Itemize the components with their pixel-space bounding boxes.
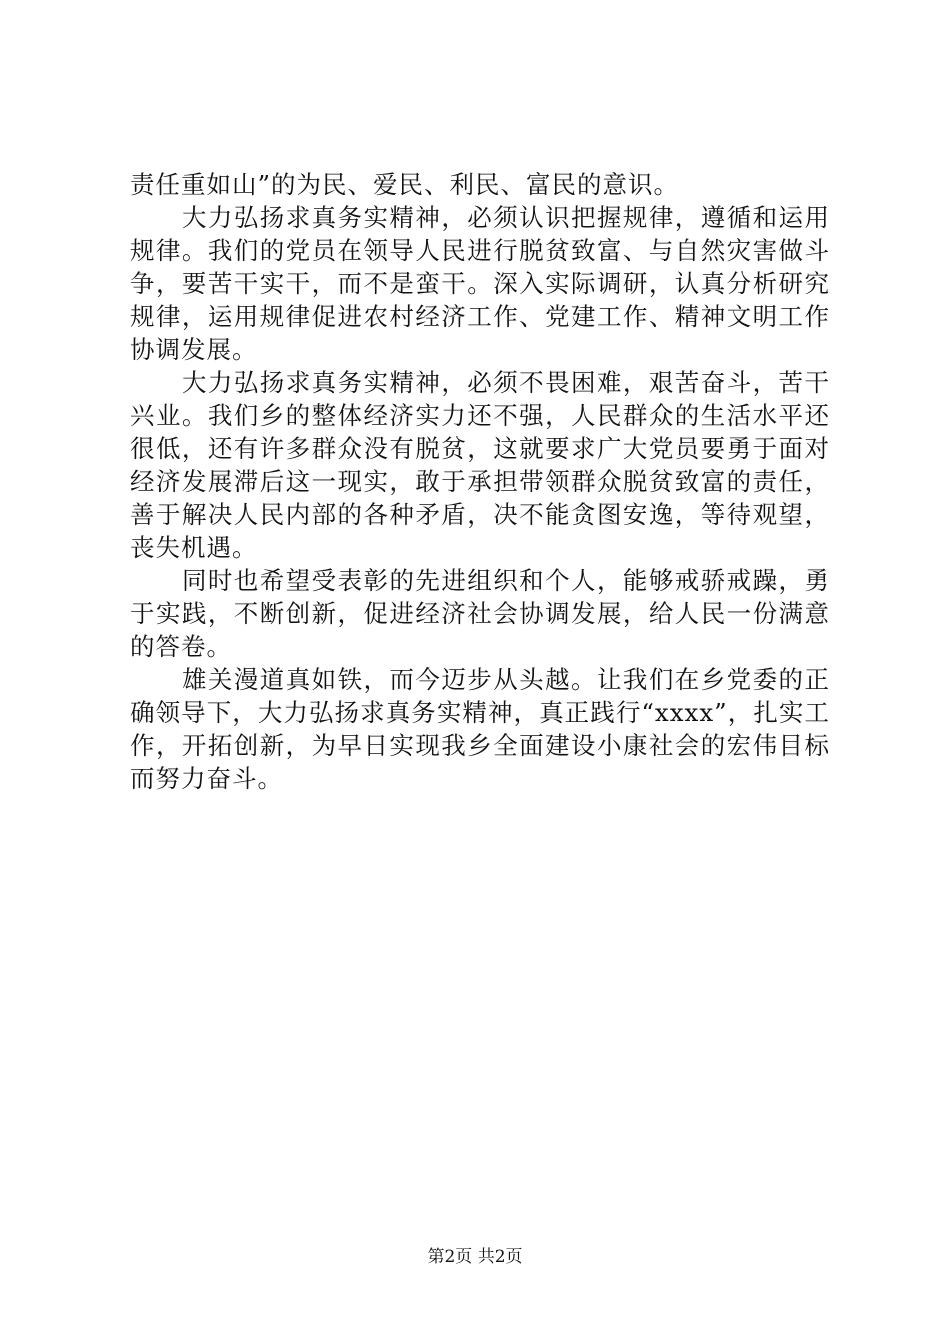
paragraph-4: 同时也希望受表彰的先进组织和个人，能够戒骄戒躁，勇于实践，不断创新，促进经济社会协调发展，给人民一份满意的答卷。 bbox=[130, 566, 830, 661]
page-number-footer: 第2页 共2页 bbox=[427, 1247, 523, 1267]
paragraph-1: 责任重如山”的为民、爱民、利民、富民的意识。 bbox=[130, 170, 680, 199]
paragraph-3: 大力弘扬求真务实精神，必须不畏困难，艰苦奋斗，苦干兴业。我们乡的整体经济实力还不强，人民群众的生活水平还很低，还有许多群众没有脱贫，这就要求广大党员要勇于面对经济发展滞后这一现实，敢于承担带领群众脱贫致富的责任，善于解决人民内部的各种矛盾，决不能贪图安逸，等待观望，丧失机遇。 bbox=[130, 368, 830, 562]
paragraph-2: 大力弘扬求真务实精神，必须认识把握规律，遵循和运用规律。我们的党员在领导人民进行脱贫致富、与自然灾害做斗争，要苦干实干，而不是蛮干。深入实际调研，认真分析研究规律，运用规律促进农村经济工作、党建工作、精神文明工作协调发展。 bbox=[130, 203, 830, 364]
paragraph-5: 雄关漫道真如铁，而今迈步从头越。让我们在乡党委的正确领导下，大力弘扬求真务实精神，真正践行“xxxx”，扎实工作，开拓创新，为早日实现我乡全面建设小康社会的宏伟目标而努力奋斗。 bbox=[130, 665, 830, 793]
document-body bbox=[130, 168, 830, 795]
